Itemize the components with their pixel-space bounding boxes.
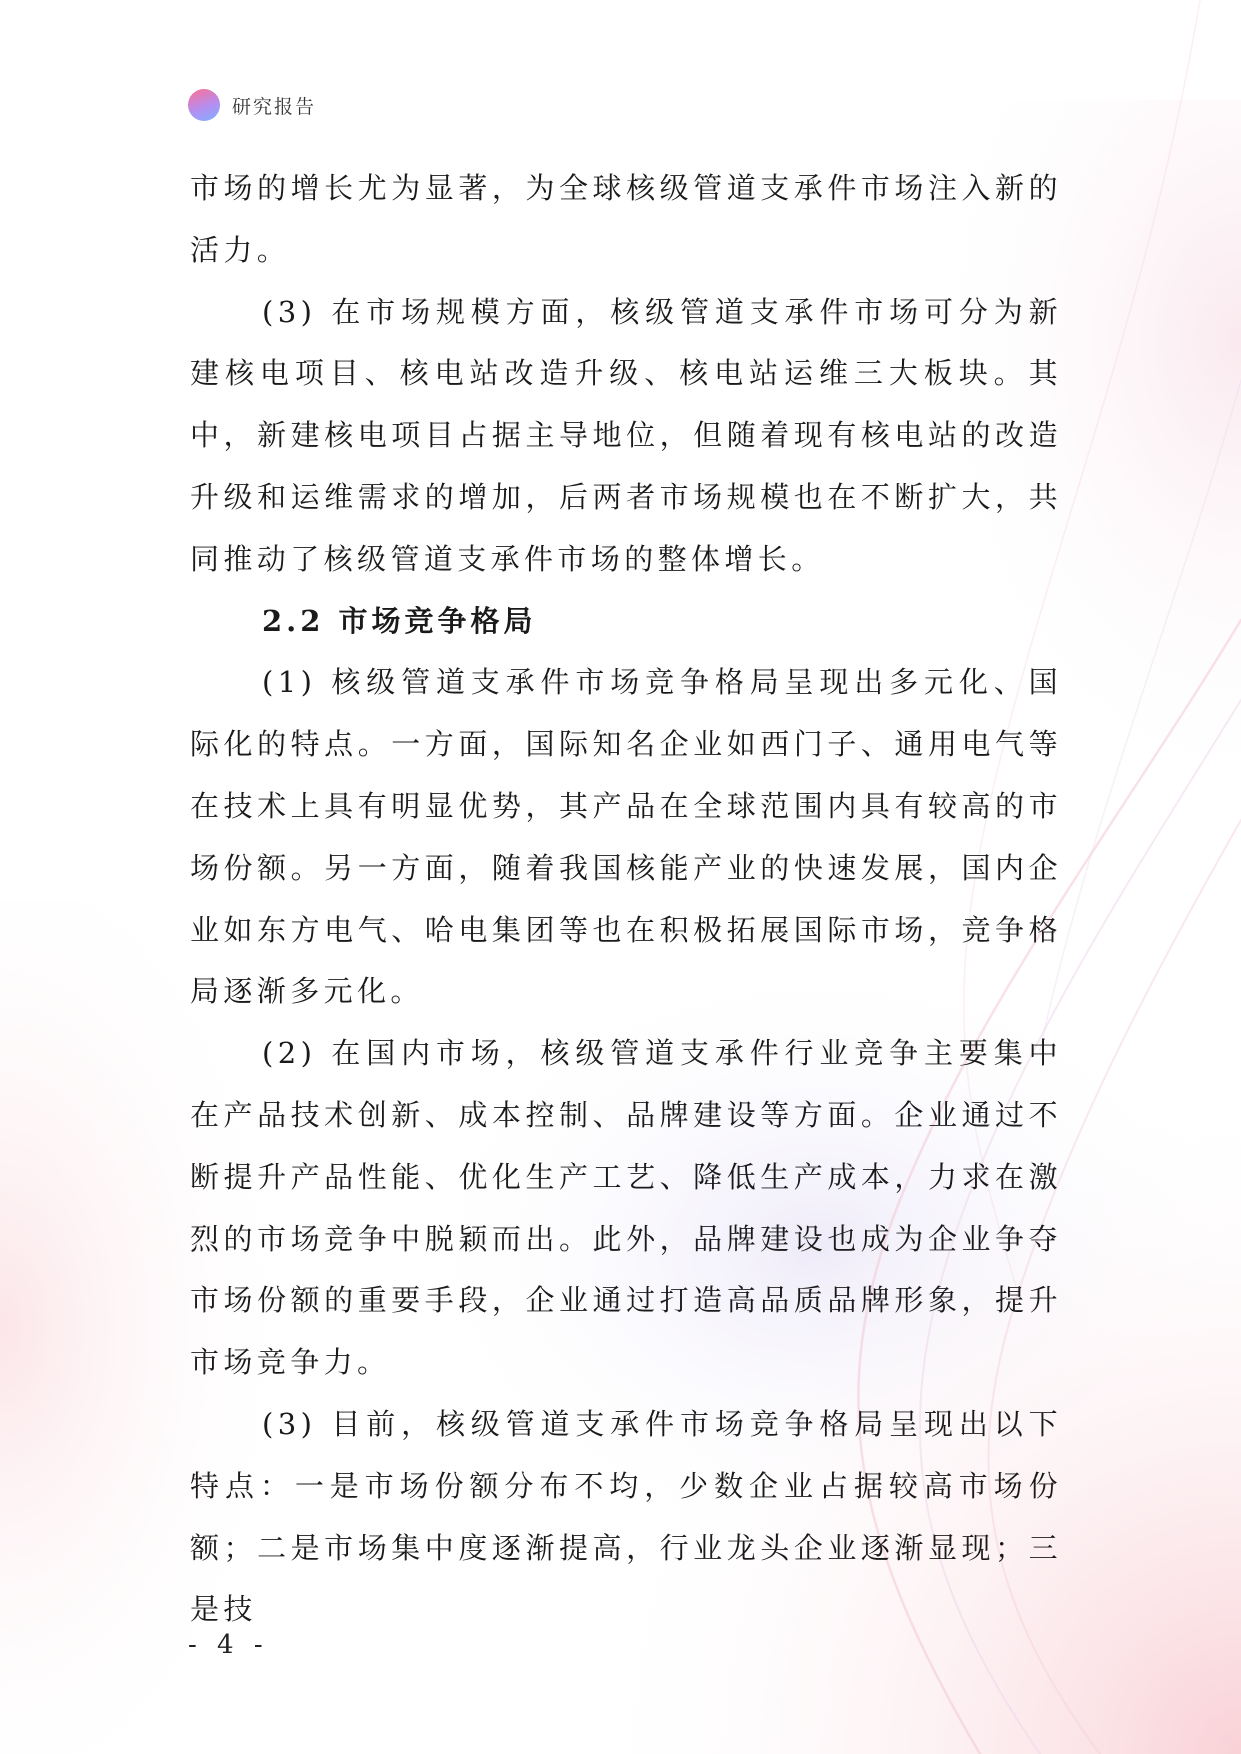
paragraph-competition-2: (2) 在国内市场，核级管道支承件行业竞争主要集中在产品技术创新、成本控制、品牌建设等方面。企业通过不断提升产品性能、优化生产工艺、降低生产成本，力求在激烈的市场竞争中脱颖而出。此外，品牌建设也成为企业争夺市场份额的重要手段，企业通过打造高品质品牌形象，提升市场竞争力。 xyxy=(190,1036,1062,1380)
header-label: 研究报告 xyxy=(232,95,317,118)
document-body xyxy=(190,158,1062,1641)
paragraph-competition-1: (1) 核级管道支承件市场竞争格局呈现出多元化、国际化的特点。一方面，国际知名企业如西门子、通用电气等在技术上具有明显优势，其产品在全球范围内具有较高的市场份额。另一方面，随着我国核能产业的快速发展，国内企业如东方电气、哈电集团等也在积极拓展国际市场，竞争格局逐渐多元化。 xyxy=(190,665,1062,1009)
paragraph-continuation: 市场的增长尤为显著，为全球核级管道支承件市场注入新的活力。 xyxy=(190,171,1062,267)
section-heading: 2.2 市场竞争格局 xyxy=(262,603,537,638)
gradient-circle-logo xyxy=(188,89,220,121)
paragraph-competition-3: (3) 目前，核级管道支承件市场竞争格局呈现出以下特点：一是市场份额分布不均，少数企业占据较高市场份额；二是市场集中度逐渐提高，行业龙头企业逐渐显现；三是技 xyxy=(190,1406,1062,1627)
paragraph-market-size: (3) 在市场规模方面，核级管道支承件市场可分为新建核电项目、核电站改造升级、核电站运维三大板块。其中，新建核电项目占据主导地位，但随着现有核电站的改造升级和运维需求的增加，后两者市场规模也在不断扩大，共同推动了核级管道支承件市场的整体增长。 xyxy=(190,294,1062,576)
page-number: - 4 - xyxy=(188,1630,269,1660)
report-header xyxy=(188,88,316,122)
